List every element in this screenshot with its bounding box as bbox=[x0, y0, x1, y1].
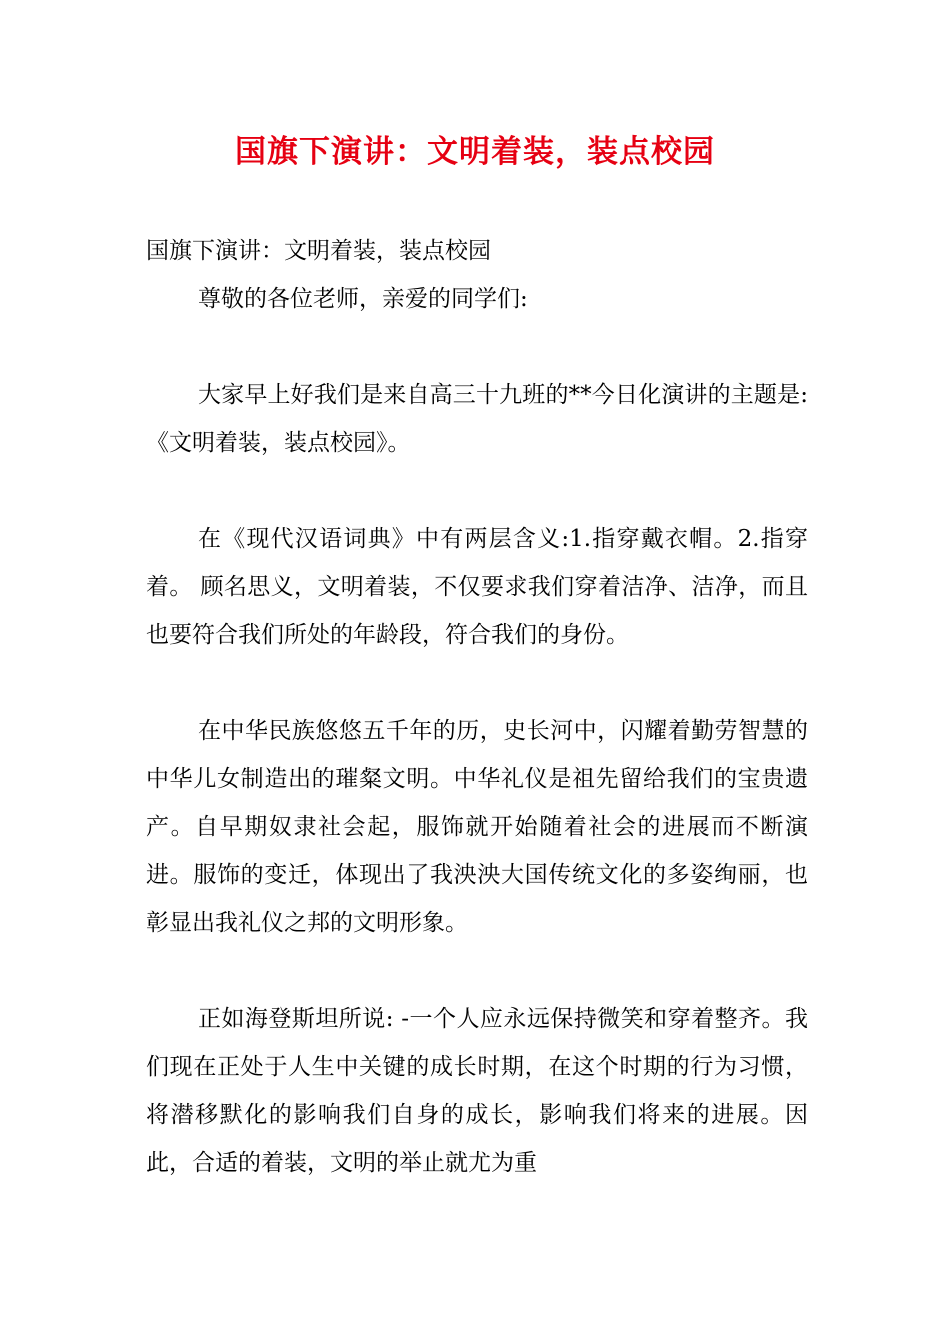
paragraph-intro: 大家早上好我们是来自高三十九班的**今日化演讲的主题是: 《文明着装，装点校园》。 bbox=[146, 382, 808, 456]
paragraph-quote: 正如海登斯坦所说: -一个人应永远保持微笑和穿着整齐。我们现在正处于人生中关键的成长时期，在这个时期的行为习惯，将潜移默化的影响我们自身的成长，影响我们将来的进展。因此，合适的着装，文明的举止就尤为重 bbox=[146, 1006, 808, 1176]
document-title: 国旗下演讲：文明着装，装点校园 bbox=[235, 134, 715, 170]
paragraph-definition: 在《现代汉语词典》中有两层含义:1.指穿戴衣帽。2.指穿着。 顾名思义，文明着装，不仅要求我们穿着洁净、洁净，而且也要符合我们所处的年龄段，符合我们的身份。 bbox=[146, 526, 808, 648]
document-body bbox=[146, 227, 808, 1187]
paragraph-greeting: 尊敬的各位老师，亲爱的同学们: bbox=[198, 286, 528, 312]
paragraph-heading-repeat: 国旗下演讲：文明着装，装点校园 bbox=[146, 238, 491, 264]
paragraph-history: 在中华民族悠悠五千年的历，史长河中，闪耀着勤劳智慧的中华儿女制造出的璀粲文明。中华礼仪是祖先留给我们的宝贵遗产。自早期奴隶社会起，服饰就开始随着社会的进展而不断演进。服饰的变迁，体现出了我泱泱大国传统文化的多姿绚丽，也彰显出我礼仪之邦的文明形象。 bbox=[146, 718, 808, 936]
